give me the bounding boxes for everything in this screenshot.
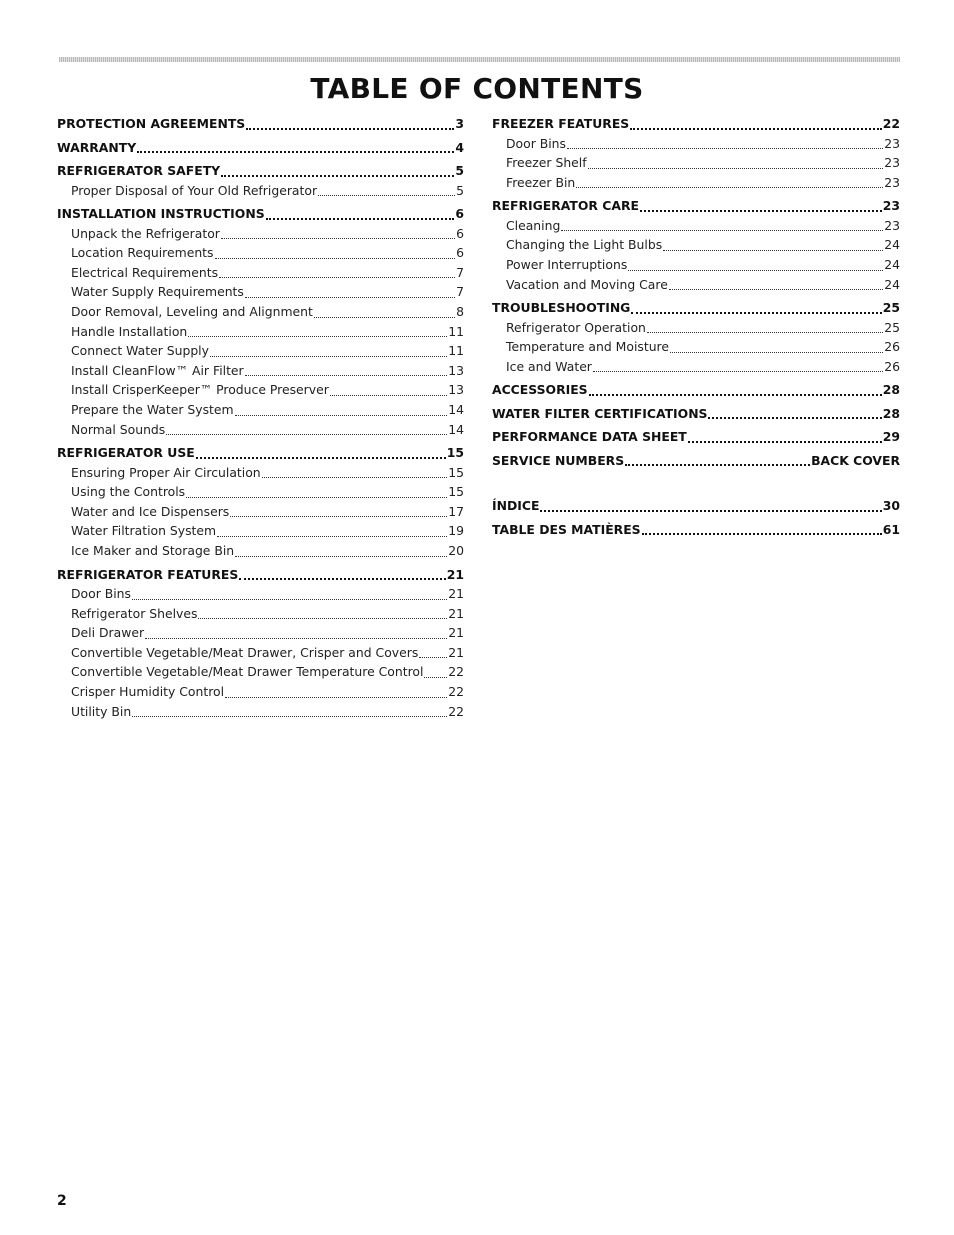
- dot-leader: [567, 148, 883, 149]
- toc-section-entry[interactable]: [57, 565, 464, 585]
- toc-entry-page: 22: [448, 703, 464, 719]
- toc-section-entry[interactable]: [492, 114, 900, 134]
- toc-entry-page: 5: [455, 163, 464, 178]
- dot-leader: [669, 289, 883, 290]
- toc-section-entry[interactable]: [492, 427, 900, 447]
- toc-entry-label: Ice and Water: [506, 358, 592, 374]
- toc-left-column: [57, 114, 464, 721]
- toc-section-entry[interactable]: [492, 196, 900, 216]
- toc-entry-label: Unpack the Refrigerator: [71, 225, 220, 241]
- dot-leader: [235, 415, 448, 416]
- toc-subentry[interactable]: [57, 420, 464, 440]
- toc-subentry[interactable]: [492, 275, 900, 295]
- toc-subentry[interactable]: [57, 521, 464, 541]
- dot-leader: [245, 375, 448, 376]
- dot-leader: [225, 697, 447, 698]
- toc-subentry[interactable]: [492, 357, 900, 377]
- toc-entry-label: INSTALLATION INSTRUCTIONS: [57, 206, 265, 222]
- toc-entry-page: 61: [882, 521, 900, 537]
- toc-entry-label: WARRANTY: [57, 139, 137, 155]
- toc-entry-label: Water Supply Requirements: [71, 284, 244, 300]
- toc-entry-label: TABLE DES MATIÈRES: [492, 521, 641, 537]
- toc-section-entry[interactable]: [57, 443, 464, 463]
- toc-entry-page: 29: [882, 429, 900, 445]
- toc-entry-page: 28: [882, 382, 900, 398]
- toc-subentry[interactable]: [492, 318, 900, 338]
- toc-subentry[interactable]: [492, 255, 900, 275]
- toc-subentry[interactable]: [57, 181, 464, 201]
- toc-subentry[interactable]: [492, 173, 900, 193]
- toc-entry-page: 21: [448, 644, 464, 660]
- toc-entry-page: 24: [884, 237, 900, 253]
- toc-entry-page: 7: [456, 264, 464, 280]
- dot-leader: [708, 417, 881, 419]
- toc-entry-page: 13: [448, 382, 464, 398]
- toc-entry-page: 15: [448, 484, 464, 500]
- toc-subentry[interactable]: [492, 134, 900, 154]
- toc-subentry[interactable]: [57, 541, 464, 561]
- toc-entry-label: REFRIGERATOR FEATURES: [57, 566, 239, 582]
- dot-leader: [239, 578, 445, 580]
- header-rule: [59, 57, 900, 62]
- toc-entry-label: Connect Water Supply: [71, 343, 209, 359]
- dot-leader: [219, 277, 455, 278]
- toc-subentry[interactable]: [492, 153, 900, 173]
- dot-leader: [419, 657, 447, 658]
- toc-entry-label: Location Requirements: [71, 245, 214, 261]
- toc-subentry[interactable]: [492, 235, 900, 255]
- toc-section-entry[interactable]: [492, 404, 900, 424]
- toc-subentry[interactable]: [492, 216, 900, 236]
- dot-leader: [245, 297, 455, 298]
- toc-subentry[interactable]: [57, 682, 464, 702]
- dot-leader: [640, 210, 882, 212]
- toc-entry-label: FREEZER FEATURES: [492, 116, 630, 131]
- toc-section-entry[interactable]: [57, 114, 464, 134]
- dot-leader: [589, 394, 882, 396]
- toc-entry-page: 25: [882, 300, 900, 316]
- page-number: 2: [57, 1193, 67, 1209]
- toc-subentry[interactable]: [57, 482, 464, 502]
- dot-leader: [647, 332, 883, 333]
- toc-entry-label: Prepare the Water System: [71, 401, 234, 417]
- dot-leader: [262, 477, 448, 478]
- toc-right-column: [492, 114, 900, 539]
- toc-entry-label: Crisper Humidity Control: [71, 684, 225, 700]
- toc-subentry[interactable]: [492, 337, 900, 357]
- toc-entry-label: Power Interruptions: [506, 256, 628, 272]
- toc-subentry[interactable]: [57, 702, 464, 722]
- toc-entry-page: 6: [456, 225, 464, 241]
- toc-entry-label: Electrical Requirements: [71, 264, 219, 280]
- toc-subentry[interactable]: [57, 224, 464, 244]
- toc-subentry[interactable]: [57, 361, 464, 381]
- dot-leader: [132, 716, 447, 717]
- toc-entry-label: REFRIGERATOR SAFETY: [57, 163, 221, 178]
- dot-leader: [196, 457, 446, 459]
- dot-leader: [215, 258, 456, 259]
- toc-subentry[interactable]: [57, 643, 464, 663]
- toc-subentry[interactable]: [57, 604, 464, 624]
- dot-leader: [631, 312, 881, 314]
- toc-entry-page: 15: [448, 464, 464, 480]
- toc-entry-page: 23: [884, 174, 900, 190]
- dot-leader: [628, 270, 883, 271]
- toc-entry-page: 19: [448, 523, 464, 539]
- toc-entry-page: 14: [448, 401, 464, 417]
- toc-subentry[interactable]: [57, 502, 464, 522]
- toc-subentry[interactable]: [57, 263, 464, 283]
- dot-leader: [588, 168, 884, 169]
- toc-subentry[interactable]: [57, 322, 464, 342]
- toc-subentry[interactable]: [57, 302, 464, 322]
- toc-entry-label: Temperature and Moisture: [506, 339, 670, 355]
- toc-entry-page: 20: [448, 543, 464, 558]
- dot-leader: [642, 533, 882, 535]
- toc-subentry[interactable]: [57, 282, 464, 302]
- toc-entry-label: REFRIGERATOR USE: [57, 445, 195, 461]
- toc-entry-label: Door Removal, Leveling and Alignment: [71, 303, 313, 319]
- toc-entry-label: Install CrisperKeeper™ Produce Preserver: [71, 382, 329, 398]
- toc-entry-page: 14: [448, 421, 464, 437]
- dot-leader: [561, 230, 883, 231]
- toc-entry-label: Utility Bin: [71, 703, 132, 719]
- dot-leader: [540, 510, 881, 512]
- toc-entry-page: 21: [448, 586, 464, 602]
- toc-entry-page: 30: [882, 498, 900, 514]
- dot-leader: [230, 516, 447, 517]
- page-title: TABLE OF CONTENTS: [310, 72, 644, 105]
- dot-leader: [210, 356, 447, 357]
- toc-subentry[interactable]: [57, 341, 464, 361]
- toc-entry-label: TROUBLESHOOTING: [492, 300, 631, 316]
- dot-leader: [424, 677, 447, 678]
- dot-leader: [663, 250, 883, 251]
- dot-leader: [630, 128, 882, 130]
- toc-entry-label: Water Filtration System: [71, 523, 217, 539]
- toc-entry-label: Refrigerator Operation: [506, 319, 646, 335]
- dot-leader: [593, 371, 883, 372]
- dot-leader: [145, 638, 447, 639]
- toc-section-entry[interactable]: [492, 496, 900, 516]
- dot-leader: [235, 556, 447, 557]
- toc-subentry[interactable]: [57, 623, 464, 643]
- toc-entry-page: 21: [446, 566, 464, 582]
- dot-leader: [688, 441, 882, 443]
- toc-entry-page: 17: [448, 503, 464, 519]
- dot-leader: [221, 238, 455, 239]
- toc-entry-label: REFRIGERATOR CARE: [492, 198, 639, 214]
- toc-entry-label: Water and Ice Dispensers: [71, 503, 230, 519]
- toc-entry-page: 11: [448, 323, 464, 339]
- toc-subentry[interactable]: [57, 463, 464, 483]
- dot-leader: [330, 395, 447, 396]
- dot-leader: [221, 175, 454, 177]
- toc-entry-label: PROTECTION AGREEMENTS: [57, 116, 246, 131]
- toc-entry-label: PERFORMANCE DATA SHEET: [492, 429, 687, 445]
- toc-entry-page: 6: [455, 206, 464, 222]
- toc-subentry[interactable]: [57, 400, 464, 420]
- dot-leader: [625, 464, 810, 466]
- toc-entry-page: 23: [884, 135, 900, 151]
- toc-entry-label: Normal Sounds: [71, 421, 166, 437]
- toc-subentry[interactable]: [57, 380, 464, 400]
- toc-entry-label: SERVICE NUMBERS: [492, 452, 625, 468]
- dot-leader: [246, 128, 454, 130]
- toc-entry-label: Convertible Vegetable/Meat Drawer Temperature Control: [71, 664, 424, 680]
- toc-entry-page: 15: [446, 445, 464, 461]
- toc-entry-page: 23: [884, 217, 900, 233]
- toc-section-entry[interactable]: [492, 380, 900, 400]
- toc-entry-label: ÍNDICE: [492, 498, 540, 514]
- toc-entry-page: 8: [456, 303, 464, 319]
- toc-entry-label: Door Bins: [71, 586, 131, 602]
- toc-entry-page: 5: [456, 182, 464, 198]
- toc-entry-page: 4: [455, 139, 464, 155]
- toc-entry-page: 22: [448, 664, 464, 680]
- toc-entry-page: 26: [884, 358, 900, 374]
- toc-entry-page: 3: [455, 116, 464, 131]
- toc-entry-page: 7: [456, 284, 464, 300]
- dot-leader: [670, 352, 883, 353]
- toc-section-entry[interactable]: [57, 161, 464, 181]
- dot-leader: [576, 187, 883, 188]
- toc-entry-page: 28: [882, 405, 900, 421]
- dot-leader: [186, 497, 447, 498]
- toc-spacer: [492, 470, 900, 492]
- dot-leader: [137, 151, 454, 153]
- toc-entry-label: Vacation and Moving Care: [506, 276, 668, 292]
- dot-leader: [188, 336, 447, 337]
- toc-section-entry[interactable]: [492, 298, 900, 318]
- toc-entry-label: Deli Drawer: [71, 625, 145, 641]
- toc-entry-label: Using the Controls: [71, 484, 186, 500]
- dot-leader: [318, 195, 455, 196]
- toc-entry-label: Cleaning: [506, 217, 561, 233]
- dot-leader: [266, 218, 455, 220]
- toc-entry-page: 21: [448, 605, 464, 621]
- toc-section-entry[interactable]: [57, 138, 464, 158]
- toc-entry-label: WATER FILTER CERTIFICATIONS: [492, 405, 708, 421]
- toc-entry-label: Door Bins: [506, 135, 566, 151]
- toc-entry-label: Ensuring Proper Air Circulation: [71, 464, 261, 480]
- toc-entry-label: Changing the Light Bulbs: [506, 237, 663, 253]
- toc-entry-page: 24: [884, 256, 900, 272]
- toc-entry-page: 22: [882, 116, 900, 131]
- toc-section-entry[interactable]: [492, 451, 900, 471]
- toc-section-entry[interactable]: [57, 204, 464, 224]
- toc-entry-page: 11: [448, 343, 464, 359]
- dot-leader: [166, 434, 447, 435]
- toc-subentry[interactable]: [57, 584, 464, 604]
- toc-entry-page: 23: [884, 155, 900, 171]
- dot-leader: [217, 536, 447, 537]
- toc-section-entry[interactable]: [492, 520, 900, 540]
- toc-entry-page: 22: [448, 684, 464, 700]
- toc-entry-label: Ice Maker and Storage Bin: [71, 543, 235, 558]
- dot-leader: [198, 618, 447, 619]
- toc-entry-page: 26: [884, 339, 900, 355]
- dot-leader: [132, 599, 447, 600]
- toc-subentry[interactable]: [57, 243, 464, 263]
- toc-entry-label: Freezer Bin: [506, 174, 576, 190]
- toc-entry-label: Freezer Shelf: [506, 155, 587, 171]
- toc-entry-label: Proper Disposal of Your Old Refrigerator: [71, 182, 318, 198]
- toc-entry-label: Handle Installation: [71, 323, 188, 339]
- toc-entry-page: 6: [456, 245, 464, 261]
- toc-entry-label: Refrigerator Shelves: [71, 605, 198, 621]
- toc-entry-page: 21: [448, 625, 464, 641]
- toc-entry-page: 24: [884, 276, 900, 292]
- toc-entry-page: 23: [882, 198, 900, 214]
- toc-entry-page: 13: [448, 362, 464, 378]
- toc-entry-label: Install CleanFlow™ Air Filter: [71, 362, 244, 378]
- toc-entry-page: 25: [884, 319, 900, 335]
- toc-entry-label: ACCESSORIES: [492, 382, 588, 398]
- toc-subentry[interactable]: [57, 662, 464, 682]
- toc-entry-page: BACK COVER: [811, 452, 900, 468]
- toc-entry-label: Convertible Vegetable/Meat Drawer, Crisper and Covers: [71, 644, 419, 660]
- dot-leader: [314, 317, 455, 318]
